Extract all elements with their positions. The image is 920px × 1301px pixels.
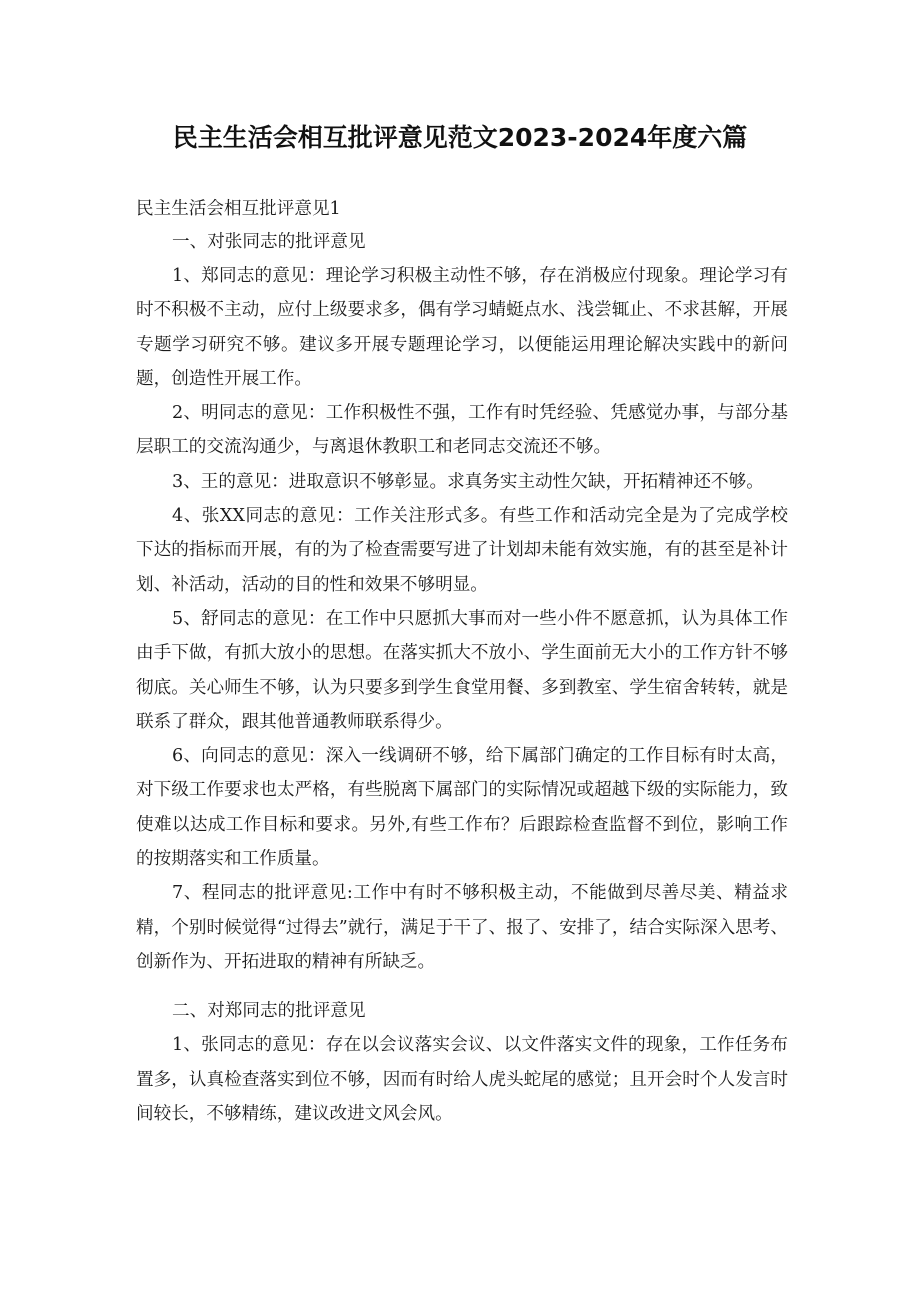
- paragraph: 5、舒同志的意见：在工作中只愿抓大事而对一些小件不愿意抓，认为具体工作由手下做，有抓大放小的思想。在落实抓大不放小、学生面前无大小的工作方针不够彻底。关心师生不够，认为只要多到学生食堂用餐、多到教室、学生宿舍转转，就是联系了群众，跟其他普通教师联系得少。: [136, 608, 788, 732]
- paragraph: 2、明同志的意见：工作积极性不强，工作有时凭经验、凭感觉办事，与部分基层职工的交流沟通少，与离退休教职工和老同志交流还不够。: [136, 403, 788, 458]
- document-subtitle: 民主生活会相互批评意见1: [136, 199, 341, 219]
- section-heading: 二、对郑同志的批评意见: [172, 1001, 366, 1022]
- paragraph: 6、向同志的意见：深入一线调研不够，给下属部门确定的工作目标有时太高，对下级工作要求也太严格，有些脱离下属部门的实际情况或超越下级的实际能力，致使难以达成工作目标和要求。另外,有些工作布？后跟踪检查监督不到位，影响工作的按期落实和工作质量。: [136, 746, 788, 870]
- paragraph: 3、王的意见：进取意识不够彰显。求真务实主动性欠缺，开拓精神还不够。: [172, 471, 764, 492]
- paragraph: 4、张XX同志的意见：工作关注形式多。有些工作和活动完全是为了完成学校下达的指标而开展，有的为了检查需要写进了计划却未能有效实施，有的甚至是补计划、补活动，活动的目的性和效果不够明显。: [136, 506, 788, 595]
- document-body: [136, 193, 788, 1131]
- document-title: 民主生活会相互批评意见范文2023-2024年度六篇: [172, 123, 748, 152]
- paragraph: 1、郑同志的意见：理论学习积极主动性不够，存在消极应付现象。理论学习有时不积极不主动，应付上级要求多，偶有学习蜻蜓点水、浅尝辄止、不求甚解，开展专题学习研究不够。建议多开展专题理论学习，以便能运用理论解决实践中的新问题，创造性开展工作。: [136, 266, 788, 389]
- paragraph: 1、张同志的意见：存在以会议落实会议、以文件落实文件的现象，工作任务布置多，认真检查落实到位不够，因而有时给人虎头蛇尾的感觉；且开会时个人发言时间较长，不够精练，建议改进文风会风。: [136, 1035, 788, 1124]
- section-heading: 一、对张同志的批评意见: [172, 232, 366, 252]
- paragraph: 7、程同志的批评意见:工作中有时不够积极主动，不能做到尽善尽美、精益求精，个别时候觉得“过得去”就行，满足于干了、报了、安排了，结合实际深入思考、创新作为、开拓进取的精神有所缺乏。: [136, 883, 788, 972]
